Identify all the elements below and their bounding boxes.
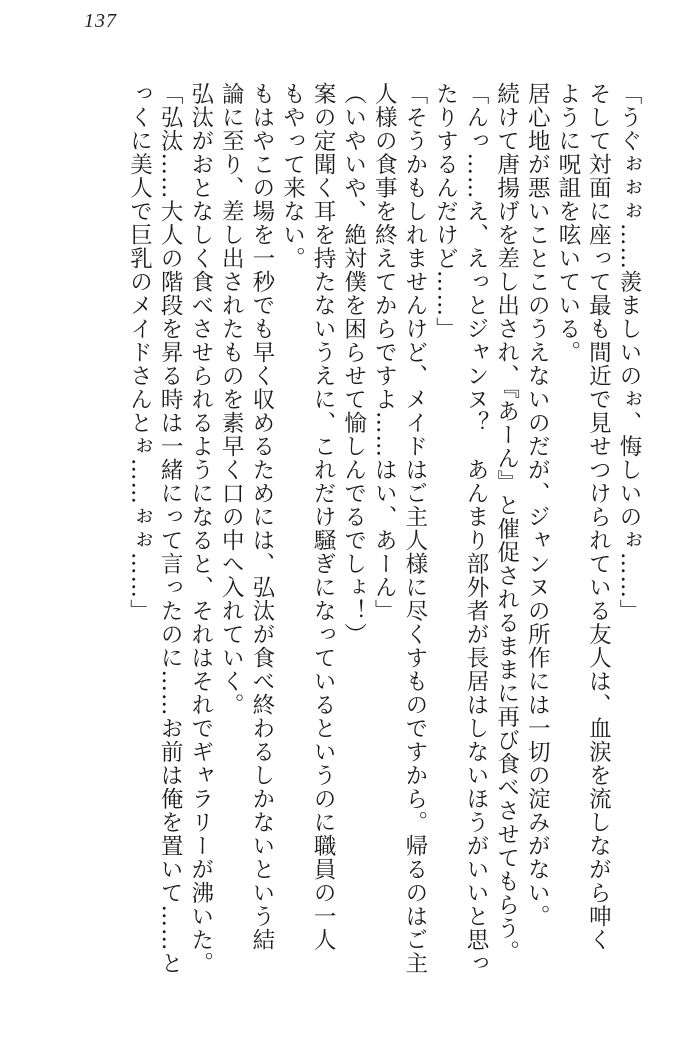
vertical-text-body [124,82,644,1012]
text-line: 「うぐぉぉぉ……羨ましいのぉ、悔しいのぉ……」 [616,82,642,623]
text-line: 案の定聞く耳を持たないうえに、これだけ騒ぎになっているというのに職員の一人 [310,82,337,952]
text-line: たりするんだけど……」 [432,82,459,341]
text-line: 「そうかもしれませんけど、メイドはご主人様に尽くすものですから。帰るのはご主 [401,82,428,975]
text-line: 続けて唐揚げを差し出され、『あーん』と催促されるままに再び食べさせてもらう。 [493,82,520,964]
text-line: っくに美人で巨乳のメイドさんとぉ……ぉぉ……」 [126,82,153,623]
text-line: もやって来ない。 [279,82,306,270]
text-line: 居心地が悪いことこのうえないのだが、ジャンヌの所作には一切の淀みがない。 [524,82,551,928]
text-line: 「弘汰……大人の階段を昇る時は一緒にって言ったのに……お前は俺を置いて……と [157,82,184,975]
text-line: そして対面に座って最も間近で見せつけられている友人は、血涙を流しながら呻く [585,82,612,952]
text-line: 論に至り、差し出されたものを素早く口の中へ入れていく。 [218,82,245,717]
page-number: 137 [84,10,117,32]
text-line: 弘汰がおとなしく食べさせられるようになると、それはそれでギャラリーが沸いた。 [187,82,214,975]
text-line: 人様の食事を終えてからですよ……はい、あーん」 [371,82,398,623]
text-line: もはやこの場を一秒でも早く収めるためには、弘汰が食べ終わるしかないという結 [248,82,275,952]
text-line: 「んっ……え、えっとジャンヌ？ あんまり部外者が長居はしないほうがいいと思っ [463,82,490,975]
text-line: ように呪詛を呟いている。 [554,82,581,364]
text-line: （いやいや、絶対僕を困らせて愉しんでるでしょ！） [340,82,367,646]
